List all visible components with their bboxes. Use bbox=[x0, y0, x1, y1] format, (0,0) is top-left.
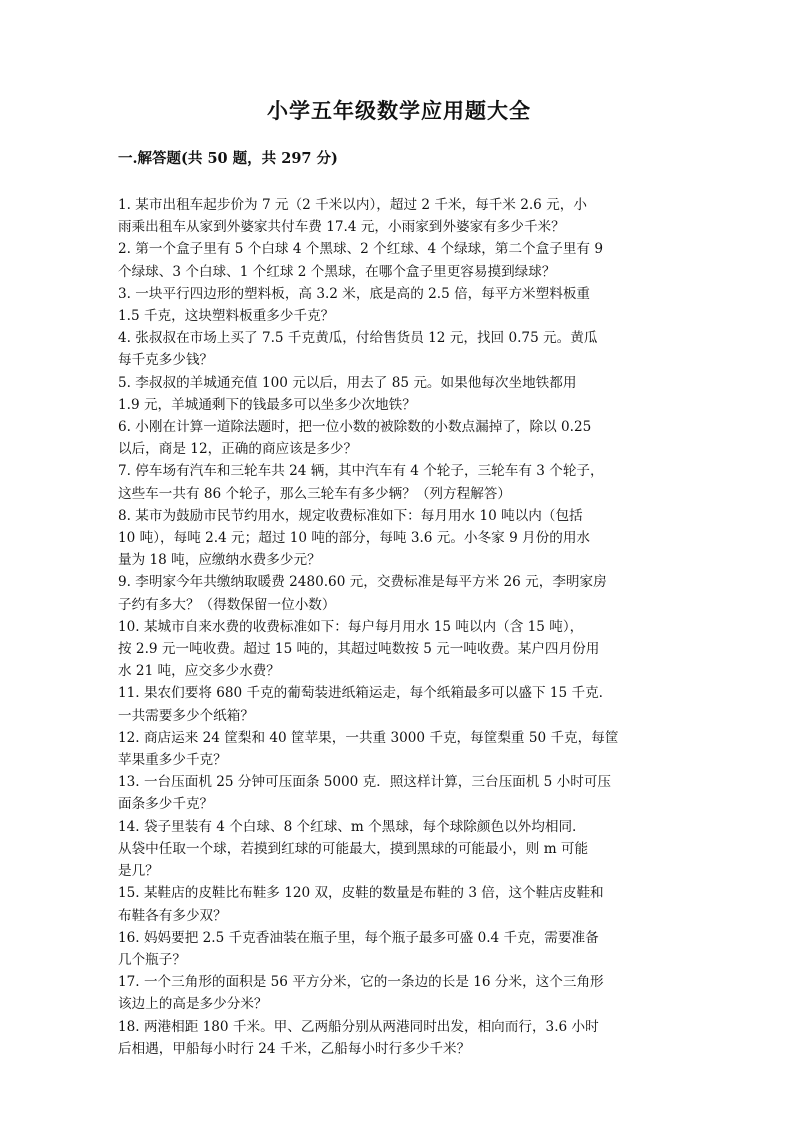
question-line: 以后，商是 12，正确的商应该是多少？ bbox=[118, 441, 358, 458]
question-line: 13. 一台压面机 25 分钟可压面条 5000 克．照这样计算，三台压面机 5 小时可压 bbox=[118, 774, 612, 791]
question-line: 水 21 吨，应交多少水费？ bbox=[118, 663, 280, 680]
question-item bbox=[118, 1016, 680, 1060]
question-line: 8. 某市为鼓励市民节约用水，规定收费标准如下：每月用水 10 吨以内（包括 bbox=[118, 507, 583, 524]
question-line: 3. 一块平行四边形的塑料板，高 3.2 米，底是高的 2.5 倍，每平方米塑料板重 bbox=[118, 285, 591, 302]
question-line: 9. 李明家今年共缴纳取暖费 2480.60 元，交费标准是每平方米 26 元，李明家房 bbox=[118, 574, 607, 591]
question-line: 11. 果农们要将 680 千克的葡萄装进纸箱运走，每个纸箱最多可以盛下 15 千克. bbox=[118, 685, 604, 702]
question-line: 量为 18 吨，应缴纳水费多少元？ bbox=[118, 552, 321, 569]
question-item bbox=[118, 194, 680, 238]
question-item bbox=[118, 882, 680, 926]
question-line: 2. 第一个盒子里有 5 个白球 4 个黑球、2 个红球、4 个绿球，第二个盒子里有 9 bbox=[118, 241, 603, 258]
question-line: 5. 李叔叔的羊城通充值 100 元以后，用去了 85 元。如果他每次坐地铁都用 bbox=[118, 374, 577, 391]
question-line: 1. 某市出租车起步价为 7 元（2 千米以内），超过 2 千米，每千米 2.6 元，小 bbox=[118, 197, 587, 213]
question-line: 是几？ bbox=[118, 863, 159, 880]
question-line: 从袋中任取一个球，若摸到红球的可能最大，摸到黑球的可能最小，则 m 可能 bbox=[118, 840, 589, 857]
question-line: 4. 张叔叔在市场上买了 7.5 千克黄瓜，付给售货员 12 元，找回 0.75 元。黄瓜 bbox=[118, 330, 598, 347]
question-item bbox=[118, 416, 680, 460]
question-item bbox=[118, 372, 680, 416]
question-item bbox=[118, 505, 680, 572]
question-item bbox=[118, 238, 680, 282]
question-line: 15. 某鞋店的皮鞋比布鞋多 120 双，皮鞋的数量是布鞋的 3 倍，这个鞋店皮鞋和 bbox=[118, 885, 604, 902]
question-line: 子约有多大？（得数保留一位小数） bbox=[118, 596, 336, 613]
question-item bbox=[118, 971, 680, 1015]
question-line: 一共需要多少个纸箱？ bbox=[118, 707, 254, 724]
question-item bbox=[118, 927, 680, 971]
question-line: 这些车一共有 86 个轮子，那么三轮车有多少辆？（列方程解答） bbox=[118, 485, 511, 502]
question-line: 雨乘出租车从家到外婆家共付车费 17.4 元，小雨家到外婆家有多少千米？ bbox=[118, 219, 565, 236]
question-line: 该边上的高是多少分米？ bbox=[118, 996, 268, 1013]
question-line: 17. 一个三角形的面积是 56 平方分米，它的一条边的长是 16 分米，这个三角形 bbox=[118, 974, 604, 991]
question-item bbox=[118, 616, 680, 683]
question-line: 1.5 千克，这块塑料板重多少千克？ bbox=[118, 308, 335, 325]
question-line: 个绿球、3 个白球、1 个红球 2 个黑球，在哪个盒子里更容易摸到绿球？ bbox=[118, 263, 556, 280]
question-item bbox=[118, 283, 680, 327]
question-line: 后相遇，甲船每小时行 24 千米，乙船每小时行多少千米？ bbox=[118, 1040, 471, 1057]
question-line: 16. 妈妈要把 2.5 千克香油装在瓶子里，每个瓶子最多可盛 0.4 千克，需要准备 bbox=[118, 929, 599, 946]
question-item bbox=[118, 571, 680, 615]
question-line: 每千克多少钱？ bbox=[118, 352, 214, 369]
question-item bbox=[118, 682, 680, 726]
question-line: 14. 袋子里装有 4 个白球、8 个红球、m 个黑球，每个球除颜色以外均相同. bbox=[118, 818, 577, 835]
question-item bbox=[118, 771, 680, 815]
question-line: 10 吨），每吨 2.4 元；超过 10 吨的部分，每吨 3.6 元。小冬家 9 月份的用水 bbox=[118, 530, 591, 547]
question-line: 1.9 元，羊城通剩下的钱最多可以坐多少次地铁？ bbox=[118, 396, 416, 413]
question-item bbox=[118, 327, 680, 371]
question-line: 12. 商店运来 24 筐梨和 40 筐苹果，一共重 3000 千克，每筐梨重 50 千克，每筐 bbox=[118, 729, 619, 746]
question-line: 面条多少千克？ bbox=[118, 796, 214, 813]
question-line: 7. 停车场有汽车和三轮车共 24 辆，其中汽车有 4 个轮子，三轮车有 3 个轮子， bbox=[118, 463, 604, 480]
question-line: 布鞋各有多少双？ bbox=[118, 907, 227, 924]
question-line: 6. 小刚在计算一道除法题时，把一位小数的被除数的小数点漏掉了，除以 0.25 bbox=[118, 419, 592, 436]
section-header: 一.解答题(共 50 题，共 297 分) bbox=[118, 150, 338, 167]
question-item bbox=[118, 727, 680, 771]
question-item bbox=[118, 460, 680, 504]
question-line: 几个瓶子？ bbox=[118, 951, 186, 968]
question-item bbox=[118, 816, 680, 883]
question-list bbox=[118, 194, 680, 1060]
question-line: 苹果重多少千克？ bbox=[118, 752, 227, 769]
question-line: 18. 两港相距 180 千米。甲、乙两船分别从两港同时出发，相向而行，3.6 小时 bbox=[118, 1018, 599, 1035]
question-line: 按 2.9 元一吨收费。超过 15 吨的，其超过吨数按 5 元一吨收费。某户四月份用 bbox=[118, 641, 600, 658]
document-title: 小学五年级数学应用题大全 bbox=[267, 98, 531, 123]
question-line: 10. 某城市自来水费的收费标准如下：每户每月用水 15 吨以内（含 15 吨）， bbox=[118, 618, 584, 635]
